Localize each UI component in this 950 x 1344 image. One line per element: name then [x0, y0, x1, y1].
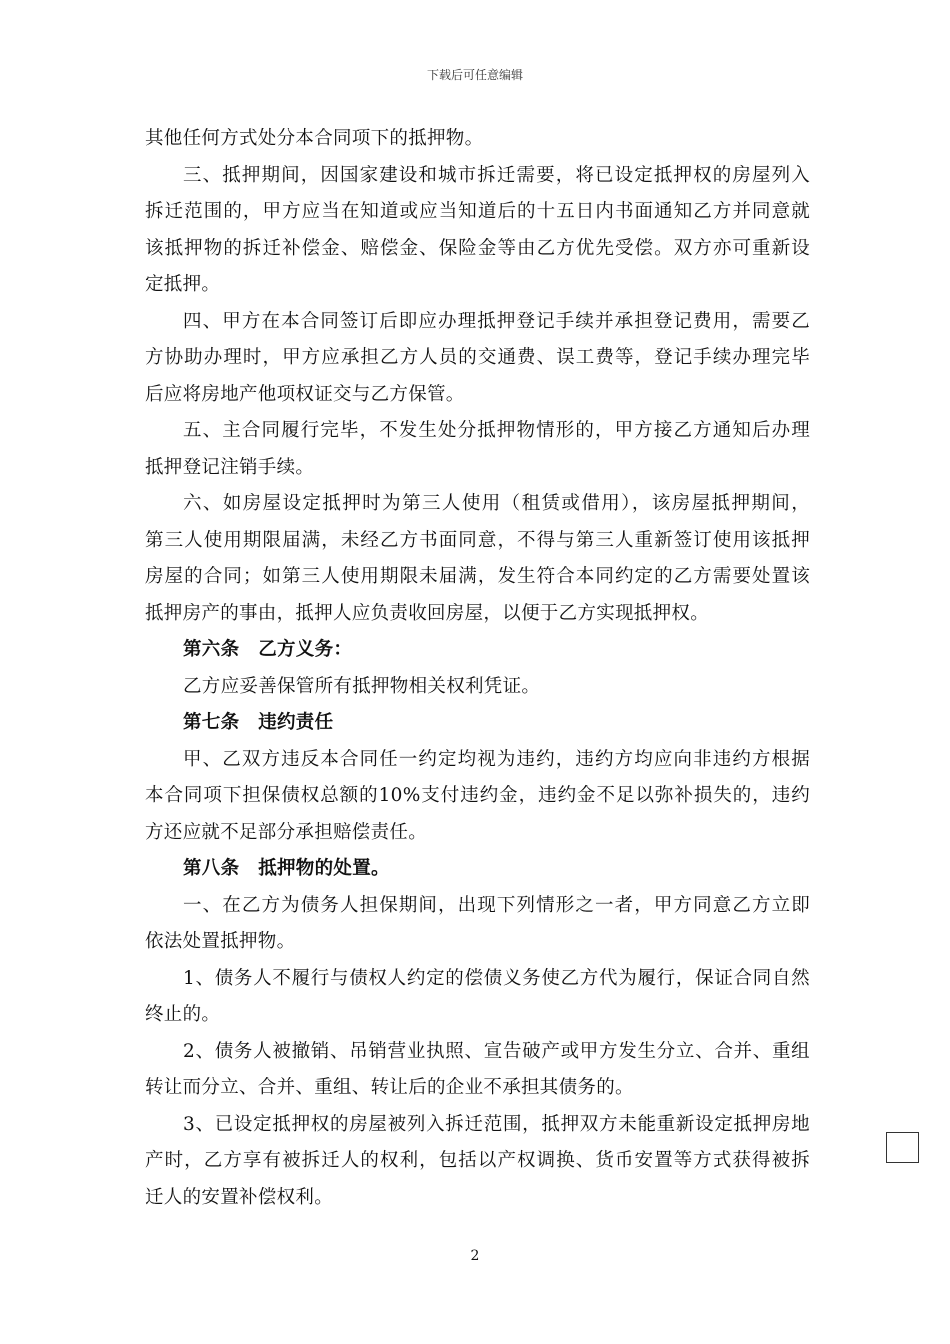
text-line: 1、债务人不履行与债权人约定的偿债义务使乙方代为履行，保证合同自然 [183, 967, 810, 989]
text-line: 三、抵押期间，因国家建设和城市拆迁需要，将已设定抵押权的房屋列入 [183, 164, 810, 186]
article-heading: 第八条 抵押物的处置。 [183, 858, 390, 879]
text-line: 迁人的安置补偿权利。 [145, 1186, 334, 1208]
text-line: 甲、乙双方违反本合同任一约定均视为违约，违约方均应向非违约方根据 [183, 748, 810, 770]
text-line: 其他任何方式处分本合同项下的抵押物。 [145, 128, 484, 149]
text-line: 五、主合同履行完毕，不发生处分抵押物情形的，甲方接乙方通知后办理 [183, 420, 810, 441]
text-line: 乙方应妥善保管所有抵押物相关权利凭证。 [183, 675, 541, 697]
text-line: 方协助办理时，甲方应承担乙方人员的交通费、误工费等，登记手续办理完毕 [145, 347, 810, 368]
side-box [886, 1132, 919, 1163]
document-body [145, 121, 810, 1216]
text-line: 依法处置抵押物。 [145, 931, 296, 952]
page-header: 下载后可任意编辑 [426, 68, 523, 82]
text-line: 六、如房屋设定抵押时为第三人使用（租赁或借用），该房屋抵押期间， [183, 493, 810, 514]
article-heading: 第六条 乙方义务： [183, 639, 353, 660]
text-line: 抵押登记注销手续。 [145, 456, 315, 478]
text-line: 终止的。 [145, 1004, 221, 1025]
text-line: 一、在乙方为债务人担保期间，出现下列情形之一者，甲方同意乙方立即 [183, 894, 810, 916]
text-line: 本合同项下担保债权总额的10%支付违约金，违约金不足以弥补损失的，违约 [145, 785, 810, 806]
text-line: 定抵押。 [145, 274, 221, 295]
text-line: 后应将房地产他项权证交与乙方保管。 [145, 383, 465, 405]
text-line: 该抵押物的拆迁补偿金、赔偿金、保险金等由乙方优先受偿。双方亦可重新设 [145, 237, 810, 259]
text-line: 房屋的合同；如第三人使用期限未届满，发生符合本同约定的乙方需要处置该 [145, 566, 810, 587]
text-line: 转让而分立、合并、重组、转让后的企业不承担其债务的。 [145, 1077, 634, 1098]
text-line: 拆迁范围的，甲方应当在知道或应当知道后的十五日内书面通知乙方并同意就 [145, 201, 810, 222]
text-line: 2、债务人被撤销、吊销营业执照、宣告破产或甲方发生分立、合并、重组 [183, 1040, 810, 1062]
text-line: 产时，乙方享有被拆迁人的权利，包括以产权调换、货币安置等方式获得被拆 [145, 1150, 810, 1171]
text-line: 3、已设定抵押权的房屋被列入拆迁范围，抵押双方未能重新设定抵押房地 [183, 1113, 810, 1135]
article-heading: 第七条 违约责任 [183, 712, 334, 733]
text-line: 四、甲方在本合同签订后即应办理抵押登记手续并承担登记费用，需要乙 [183, 310, 810, 332]
text-line: 方还应就不足部分承担赔偿责任。 [145, 821, 428, 843]
page-number: 2 [470, 1248, 480, 1264]
text-line: 第三人使用期限届满，未经乙方书面同意，不得与第三人重新签订使用该抵押 [145, 529, 810, 551]
text-line: 抵押房产的事由，抵押人应负责收回房屋，以便于乙方实现抵押权。 [145, 602, 710, 624]
